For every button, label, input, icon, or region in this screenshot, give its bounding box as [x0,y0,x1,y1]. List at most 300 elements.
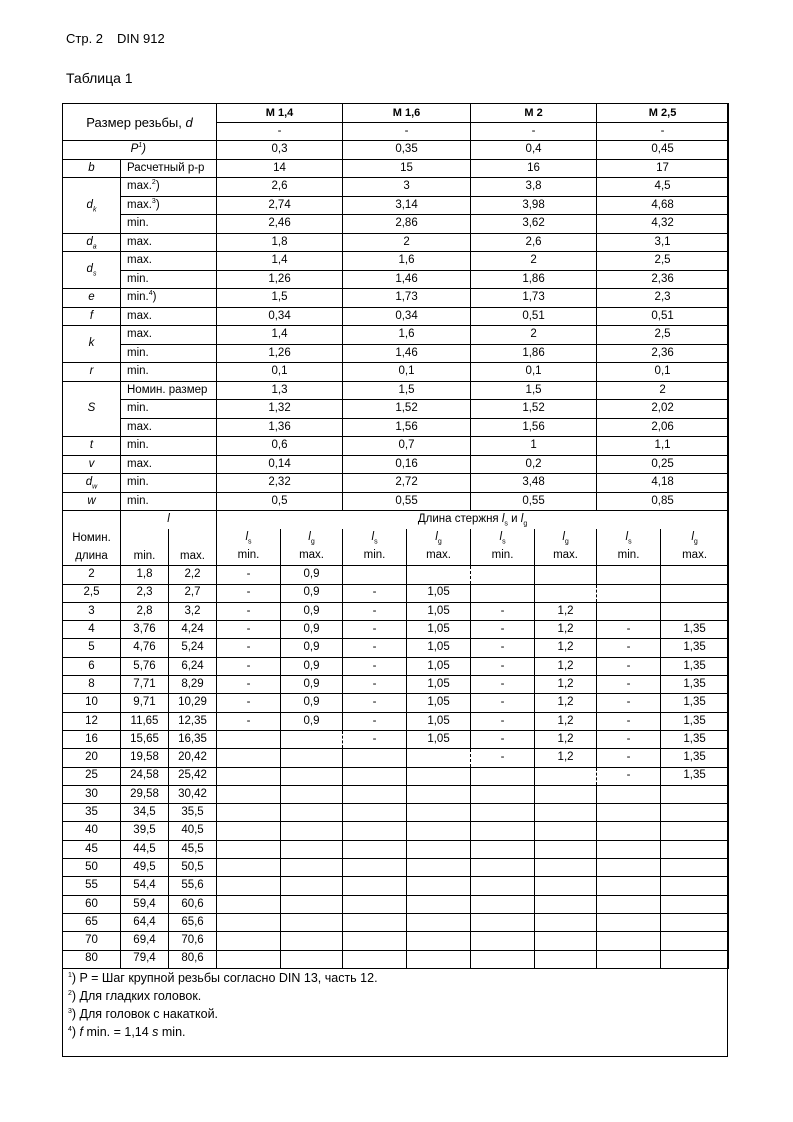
length-max: 25,42 [169,767,217,785]
dimension-row [63,363,729,382]
lg-value [661,584,729,602]
value-cell: 0,1 [343,363,471,382]
value-cell: 0,16 [343,455,471,474]
ls-min-head [217,529,281,566]
ls-symbol [597,529,660,547]
value-cell: 3,8 [471,178,597,197]
lg-sub: g [564,538,569,546]
size-header: M 1,6 [343,104,471,123]
nominal-line2: длина [75,549,108,562]
ls-symbol [343,529,406,547]
shank-ls: l [501,513,505,525]
ls-letter: l [499,531,503,544]
ls-value [597,877,661,895]
lg-value [407,804,471,822]
length-max: 65,6 [169,913,217,931]
dimension-row [63,492,729,511]
lg-value: 1,2 [535,602,597,620]
param-name: max. [127,254,152,266]
header-row [63,104,729,123]
dimension-row [63,196,729,215]
ls-value: - [343,730,407,748]
ls-value [597,804,661,822]
ls-value [217,730,281,748]
ls-value: - [597,694,661,712]
length-row [63,913,729,931]
nominal-length: 12 [63,712,121,730]
lg-value [661,804,729,822]
nominal-length: 4 [63,621,121,639]
lg-sub: g [437,538,442,546]
param-name: min. [127,494,149,507]
length-min: 54,4 [121,877,169,895]
ls-sub: s [502,538,506,546]
size-header: M 2 [471,104,597,123]
dimension-row [63,344,729,363]
param-name: min. [127,439,149,451]
ls-value [217,859,281,877]
ls-value [597,895,661,913]
lg-value: 1,05 [407,602,471,620]
ls-min-head [597,529,661,566]
dimension-row [63,159,729,178]
ls-value [217,785,281,803]
size-header: M 1,4 [217,104,343,123]
length-min: 3,76 [121,621,169,639]
lg-letter: l [308,531,311,544]
param-name: min. [127,272,149,285]
lg-value: 1,35 [661,767,729,785]
ls-value: - [343,694,407,712]
ls-value: - [343,621,407,639]
param-cell [121,233,217,252]
symbol-text: d [86,263,93,276]
dimension-row [63,178,729,197]
dimension-row [63,437,729,456]
ls-value: - [597,767,661,785]
ls-value [217,840,281,858]
lg-letter: l [435,531,438,544]
ls-value [343,913,407,931]
lg-value: 1,05 [407,639,471,657]
lg-max-head [661,529,729,566]
ls-value [343,749,407,767]
lg-value: 1,2 [535,749,597,767]
value-cell: 2,3 [597,289,729,308]
param-cell [121,363,217,382]
ls-value [217,877,281,895]
lg-value [535,767,597,785]
lg-value: 1,05 [407,676,471,694]
length-min: 79,4 [121,950,169,968]
value-cell: 2,72 [343,474,471,493]
length-min: 2,3 [121,584,169,602]
ls-value [471,859,535,877]
lg-value [535,584,597,602]
length-max: 45,5 [169,840,217,858]
ls-value [343,859,407,877]
ls-value [597,950,661,968]
lg-value [661,895,729,913]
length-max: 80,6 [169,950,217,968]
footnote [68,1025,186,1039]
param-name: Номин. размер [127,383,208,396]
nominal-length-head [63,529,121,566]
ls-sub: s [374,538,378,546]
symbol-cell [63,307,121,326]
footnote-s: s [152,1025,159,1039]
lg-value [407,749,471,767]
shank-ls-sub: s [504,520,508,528]
lg-value [661,877,729,895]
nominal-length: 65 [63,913,121,931]
max-label: max. [553,548,578,561]
value-cell: 4,32 [597,215,729,234]
value-cell: 1,3 [217,381,343,400]
lg-value [535,785,597,803]
symbol-text: d [86,235,93,248]
length-row [63,950,729,968]
ls-value: - [597,621,661,639]
lg-value [407,877,471,895]
length-min: 11,65 [121,712,169,730]
value-cell: 1,56 [471,418,597,437]
ls-value [343,804,407,822]
ls-value [597,840,661,858]
ls-value [217,895,281,913]
nominal-length: 3 [63,602,121,620]
ls-value: - [343,602,407,620]
ls-value: - [217,694,281,712]
ls-value: - [217,712,281,730]
symbol-text: S [87,402,96,414]
symbol-text: P [130,143,139,155]
size-subheader: - [217,123,343,141]
length-row [63,822,729,840]
ls-value: - [597,639,661,657]
lg-value [535,895,597,913]
lg-value: 0,9 [281,602,343,620]
ls-value [343,877,407,895]
ls-value [597,913,661,931]
length-row [63,657,729,675]
value-cell: 0,55 [471,492,597,511]
param-name: max. [127,457,152,470]
ls-value: - [597,730,661,748]
ls-value [597,584,661,602]
value-cell: 1,1 [597,437,729,456]
nominal-head-top [63,511,121,529]
lg-value [535,950,597,968]
nominal-length: 6 [63,657,121,675]
value-cell: 4,18 [597,474,729,493]
symbol-subscript: a [92,242,97,250]
nominal-length: 20 [63,749,121,767]
shank-and: и [507,513,521,525]
lg-value: 0,9 [281,676,343,694]
param-name: min. [127,217,149,229]
dimension-row [63,326,729,345]
symbol-subscript: s [92,270,97,278]
lg-value [661,913,729,931]
ls-value: - [597,712,661,730]
ls-value [343,950,407,968]
length-max: 20,42 [169,749,217,767]
dimension-row [63,252,729,271]
length-max: 8,29 [169,676,217,694]
lg-value: 1,2 [535,730,597,748]
ls-value [471,822,535,840]
length-row [63,804,729,822]
ls-value: - [343,712,407,730]
value-cell: 2,86 [343,215,471,234]
length-min: 7,71 [121,676,169,694]
footnote-number: 2 [68,989,72,997]
footnote-number: 4 [68,1025,72,1033]
value-cell: 2,02 [597,400,729,419]
value-cell: 2 [471,252,597,271]
param-cell [121,326,217,345]
min-label: min. [617,548,640,561]
param-name: max. [127,309,152,322]
value-cell: 3,14 [343,196,471,215]
value-cell: 1,26 [217,344,343,363]
size-subheader: - [597,123,729,141]
lg-symbol [661,529,728,547]
value-cell: 1,8 [217,233,343,252]
length-header-subrow [63,529,729,566]
page-number: Стр. 2 [66,31,104,46]
lg-value: 0,9 [281,621,343,639]
length-max: 6,24 [169,657,217,675]
max-label: max. [682,548,708,561]
value-cell: 2 [597,381,729,400]
lg-value [281,913,343,931]
lg-value: 1,35 [661,621,729,639]
footnote-f: f [79,1025,84,1039]
lg-value [281,859,343,877]
lg-value [407,566,471,584]
param-cell [121,437,217,456]
ls-value: - [343,657,407,675]
value-cell: 0,35 [343,141,471,160]
symbol-text: e [88,291,95,303]
dimension-row [63,233,729,252]
length-row [63,566,729,584]
ls-value [217,950,281,968]
lg-max-head [407,529,471,566]
nominal-length: 35 [63,804,121,822]
lg-value [535,913,597,931]
value-cell: 2,06 [597,418,729,437]
lg-value: 1,05 [407,621,471,639]
value-cell: 2,6 [217,178,343,197]
ls-value [471,804,535,822]
length-min: 64,4 [121,913,169,931]
value-cell: 1,73 [471,289,597,308]
value-cell: 2,5 [597,326,729,345]
value-cell: 2 [343,233,471,252]
length-min: 9,71 [121,694,169,712]
length-row [63,712,729,730]
length-max: 60,6 [169,895,217,913]
param-cell [121,196,217,215]
ls-value [343,932,407,950]
size-label: Размер резьбы, [86,114,186,130]
param-name: min. [127,402,149,414]
length-min: 15,65 [121,730,169,748]
lg-value [407,767,471,785]
length-row [63,584,729,602]
lg-value [535,822,597,840]
param-name: max. [127,235,152,248]
ls-min-head [471,529,535,566]
lg-value: 1,05 [407,730,471,748]
param-cell [121,418,217,437]
length-max: 40,5 [169,822,217,840]
param-name: min. [127,365,149,377]
lg-value [281,950,343,968]
length-max: 10,29 [169,694,217,712]
lg-value: 1,35 [661,676,729,694]
ls-value [597,602,661,620]
lg-value: 1,35 [661,730,729,748]
length-min: 4,76 [121,639,169,657]
footnote-mid: min. = 1,14 [83,1025,153,1039]
shank-length-head [217,511,729,529]
ls-value [217,822,281,840]
ls-value: - [343,584,407,602]
footnote [68,1007,218,1021]
length-row [63,895,729,913]
lg-letter: l [691,531,694,544]
dimension-row [63,270,729,289]
footnote-pre: ) [71,1025,80,1039]
ls-value [343,566,407,584]
lg-value: 1,35 [661,712,729,730]
length-row [63,639,729,657]
lg-value [281,749,343,767]
lg-value [407,840,471,858]
size-subheader: - [471,123,597,141]
min-label: min. [491,548,514,561]
value-cell: 0,1 [471,363,597,382]
symbol-cell [63,492,121,511]
lg-value [535,840,597,858]
value-cell: 1 [471,437,597,456]
ls-value: - [217,602,281,620]
length-min: 19,58 [121,749,169,767]
length-min: 1,8 [121,566,169,584]
length-max: 12,35 [169,712,217,730]
value-cell: 1,6 [343,252,471,271]
param-cell [121,289,217,308]
param-name: max. [127,180,152,192]
symbol-text: w [87,494,96,507]
ls-value [217,932,281,950]
symbol-text: d [85,476,93,488]
ls-letter: l [371,531,375,544]
value-cell: 0,55 [343,492,471,511]
ls-value [597,859,661,877]
nominal-length: 5 [63,639,121,657]
symbol-cell [63,437,121,456]
param-name: max. [127,328,152,340]
lg-value [281,767,343,785]
lg-value [407,950,471,968]
shank-lg: l [520,513,524,525]
param-cell [121,270,217,289]
value-cell: 14 [217,159,343,178]
value-cell: 1,52 [471,400,597,419]
param-superscript: 4 [148,290,153,298]
l-symbol-cell: l [121,511,217,529]
dimension-row [63,289,729,308]
lg-value: 1,2 [535,657,597,675]
value-cell: 1,46 [343,344,471,363]
ls-symbol [217,529,280,547]
value-cell: 0,25 [597,455,729,474]
nominal-length: 16 [63,730,121,748]
nominal-length: 30 [63,785,121,803]
length-min: 34,5 [121,804,169,822]
nominal-length: 40 [63,822,121,840]
value-cell: 3,48 [471,474,597,493]
lg-value [661,785,729,803]
ls-sub: s [628,538,632,546]
value-cell: 2,32 [217,474,343,493]
ls-value [471,584,535,602]
lg-max-head [535,529,597,566]
length-row [63,694,729,712]
min-label: min. [363,548,386,561]
value-cell: 1,26 [217,270,343,289]
table-title: Таблица 1 [66,70,133,86]
value-cell: 0,4 [471,141,597,160]
lg-value [535,859,597,877]
ls-value [597,566,661,584]
ls-letter: l [245,531,249,544]
standard-name: DIN 912 [117,31,165,46]
length-row [63,859,729,877]
symbol-text: t [89,439,94,451]
l-min-head: min. [121,529,169,566]
value-cell: 0,34 [343,307,471,326]
footnote-number: 1 [68,971,72,979]
value-cell: 2,6 [471,233,597,252]
symbol-subscript: w [92,483,98,491]
value-cell: 0,1 [217,363,343,382]
length-row [63,676,729,694]
ls-value: - [217,566,281,584]
ls-value [471,877,535,895]
length-max: 2,2 [169,566,217,584]
ls-value [343,840,407,858]
lg-value [535,932,597,950]
param-cell [121,344,217,363]
value-cell: 4,68 [597,196,729,215]
ls-sub: s [248,538,252,546]
value-cell: 0,3 [217,141,343,160]
ls-value [343,822,407,840]
footnote-text: ) Для гладких головок. [71,989,202,1003]
value-cell: 15 [343,159,471,178]
length-min: 2,8 [121,602,169,620]
lg-value [407,822,471,840]
length-row [63,840,729,858]
symbol-cell [63,252,121,289]
value-cell: 2,5 [597,252,729,271]
